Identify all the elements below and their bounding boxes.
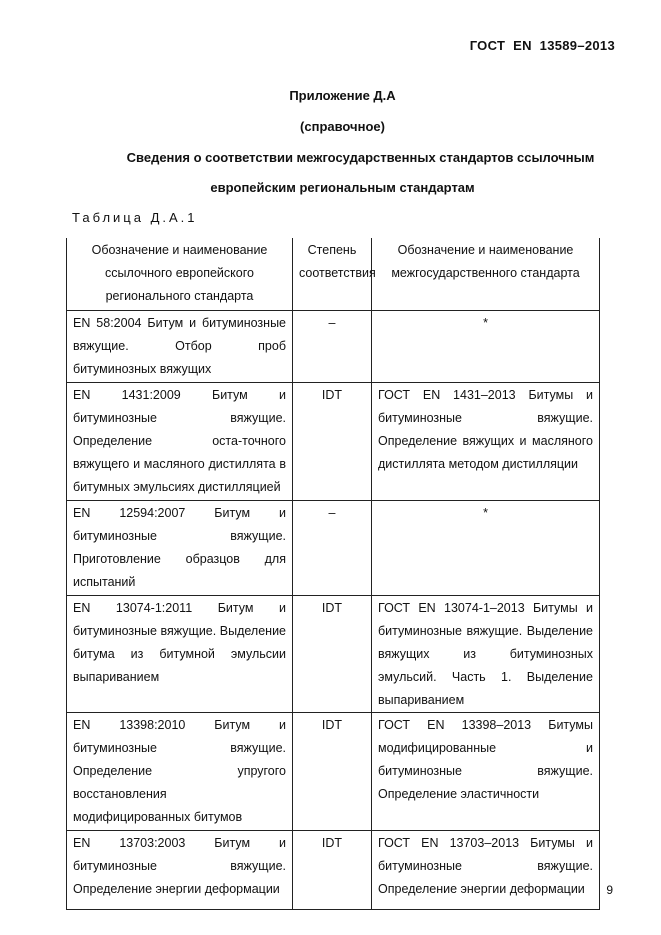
header-degree: Степень соответствия: [293, 238, 372, 311]
cell-degree: IDT: [293, 383, 372, 501]
cell-interstate-standard: ГОСТ EN 13074-1–2013 Битумы и битуминозные вяжущие. Выделение вяжущих из битуминозных эмульсий. Часть 1. Выделение выпариванием: [372, 596, 600, 713]
header-european-standard: Обозначение и наименование ссылочного европейского регионального стандарта: [67, 238, 293, 311]
correspondence-table-container: [66, 238, 599, 910]
cell-interstate-standard: ГОСТ EN 13398–2013 Битумы модифицированные и битуминозные вяжущие. Определение эластичности: [372, 713, 600, 831]
table-caption: Таблица Д.А.1: [72, 210, 198, 225]
table-row: [67, 831, 600, 910]
cell-interstate-standard: ГОСТ EN 1431–2013 Битумы и битуминозные вяжущие. Определение вяжущих и масляного дистиллята методом дистилляции: [372, 383, 600, 501]
cell-interstate-standard: *: [372, 501, 600, 596]
table-row: [67, 713, 600, 831]
table-header-row: [67, 238, 600, 311]
cell-degree: –: [293, 501, 372, 596]
correspondence-table: [66, 238, 600, 910]
document-code: ГОСТ EN 13589–2013: [469, 38, 615, 53]
table-row: [67, 311, 600, 383]
cell-interstate-standard: ГОСТ EN 13703–2013 Битумы и битуминозные вяжущие. Определение энергии деформации: [372, 831, 600, 910]
table-row: [67, 501, 600, 596]
cell-european-standard: EN 13074-1:2011 Битум и битуминозные вяжущие. Выделение битума из битумной эмульсии выпариванием: [67, 596, 293, 713]
cell-degree: IDT: [293, 713, 372, 831]
table-row: [67, 596, 600, 713]
cell-interstate-standard: *: [372, 311, 600, 383]
appendix-note: (справочное): [300, 119, 385, 134]
appendix-title: Приложение Д.А: [289, 88, 396, 103]
cell-european-standard: EN 12594:2007 Битум и битуминозные вяжущие. Приготовление образцов для испытаний: [67, 501, 293, 596]
cell-european-standard: EN 1431:2009 Битум и битуминозные вяжущие. Определение оста-точного вяжущего и масляного дистиллята в битумных эмульсиях дистилляцией: [67, 383, 293, 501]
cell-degree: –: [293, 311, 372, 383]
page-number: 9: [606, 883, 613, 897]
cell-european-standard: EN 13703:2003 Битум и битуминозные вяжущие. Определение энергии деформации: [67, 831, 293, 910]
appendix-heading-line-1: Сведения о соответствии межгосударственных стандартов ссылочным: [126, 150, 595, 165]
cell-european-standard: EN 13398:2010 Битум и битуминозные вяжущие. Определение упругого восстановления модифицированных битумов: [67, 713, 293, 831]
cell-degree: IDT: [293, 831, 372, 910]
appendix-heading-line-2: европейским региональным стандартам: [210, 180, 475, 195]
cell-degree: IDT: [293, 596, 372, 713]
table-row: [67, 383, 600, 501]
cell-european-standard: EN 58:2004 Битум и битуминозные вяжущие. Отбор проб битуминозных вяжущих: [67, 311, 293, 383]
header-interstate-standard: Обозначение и наименование межгосударственного стандарта: [372, 238, 600, 311]
